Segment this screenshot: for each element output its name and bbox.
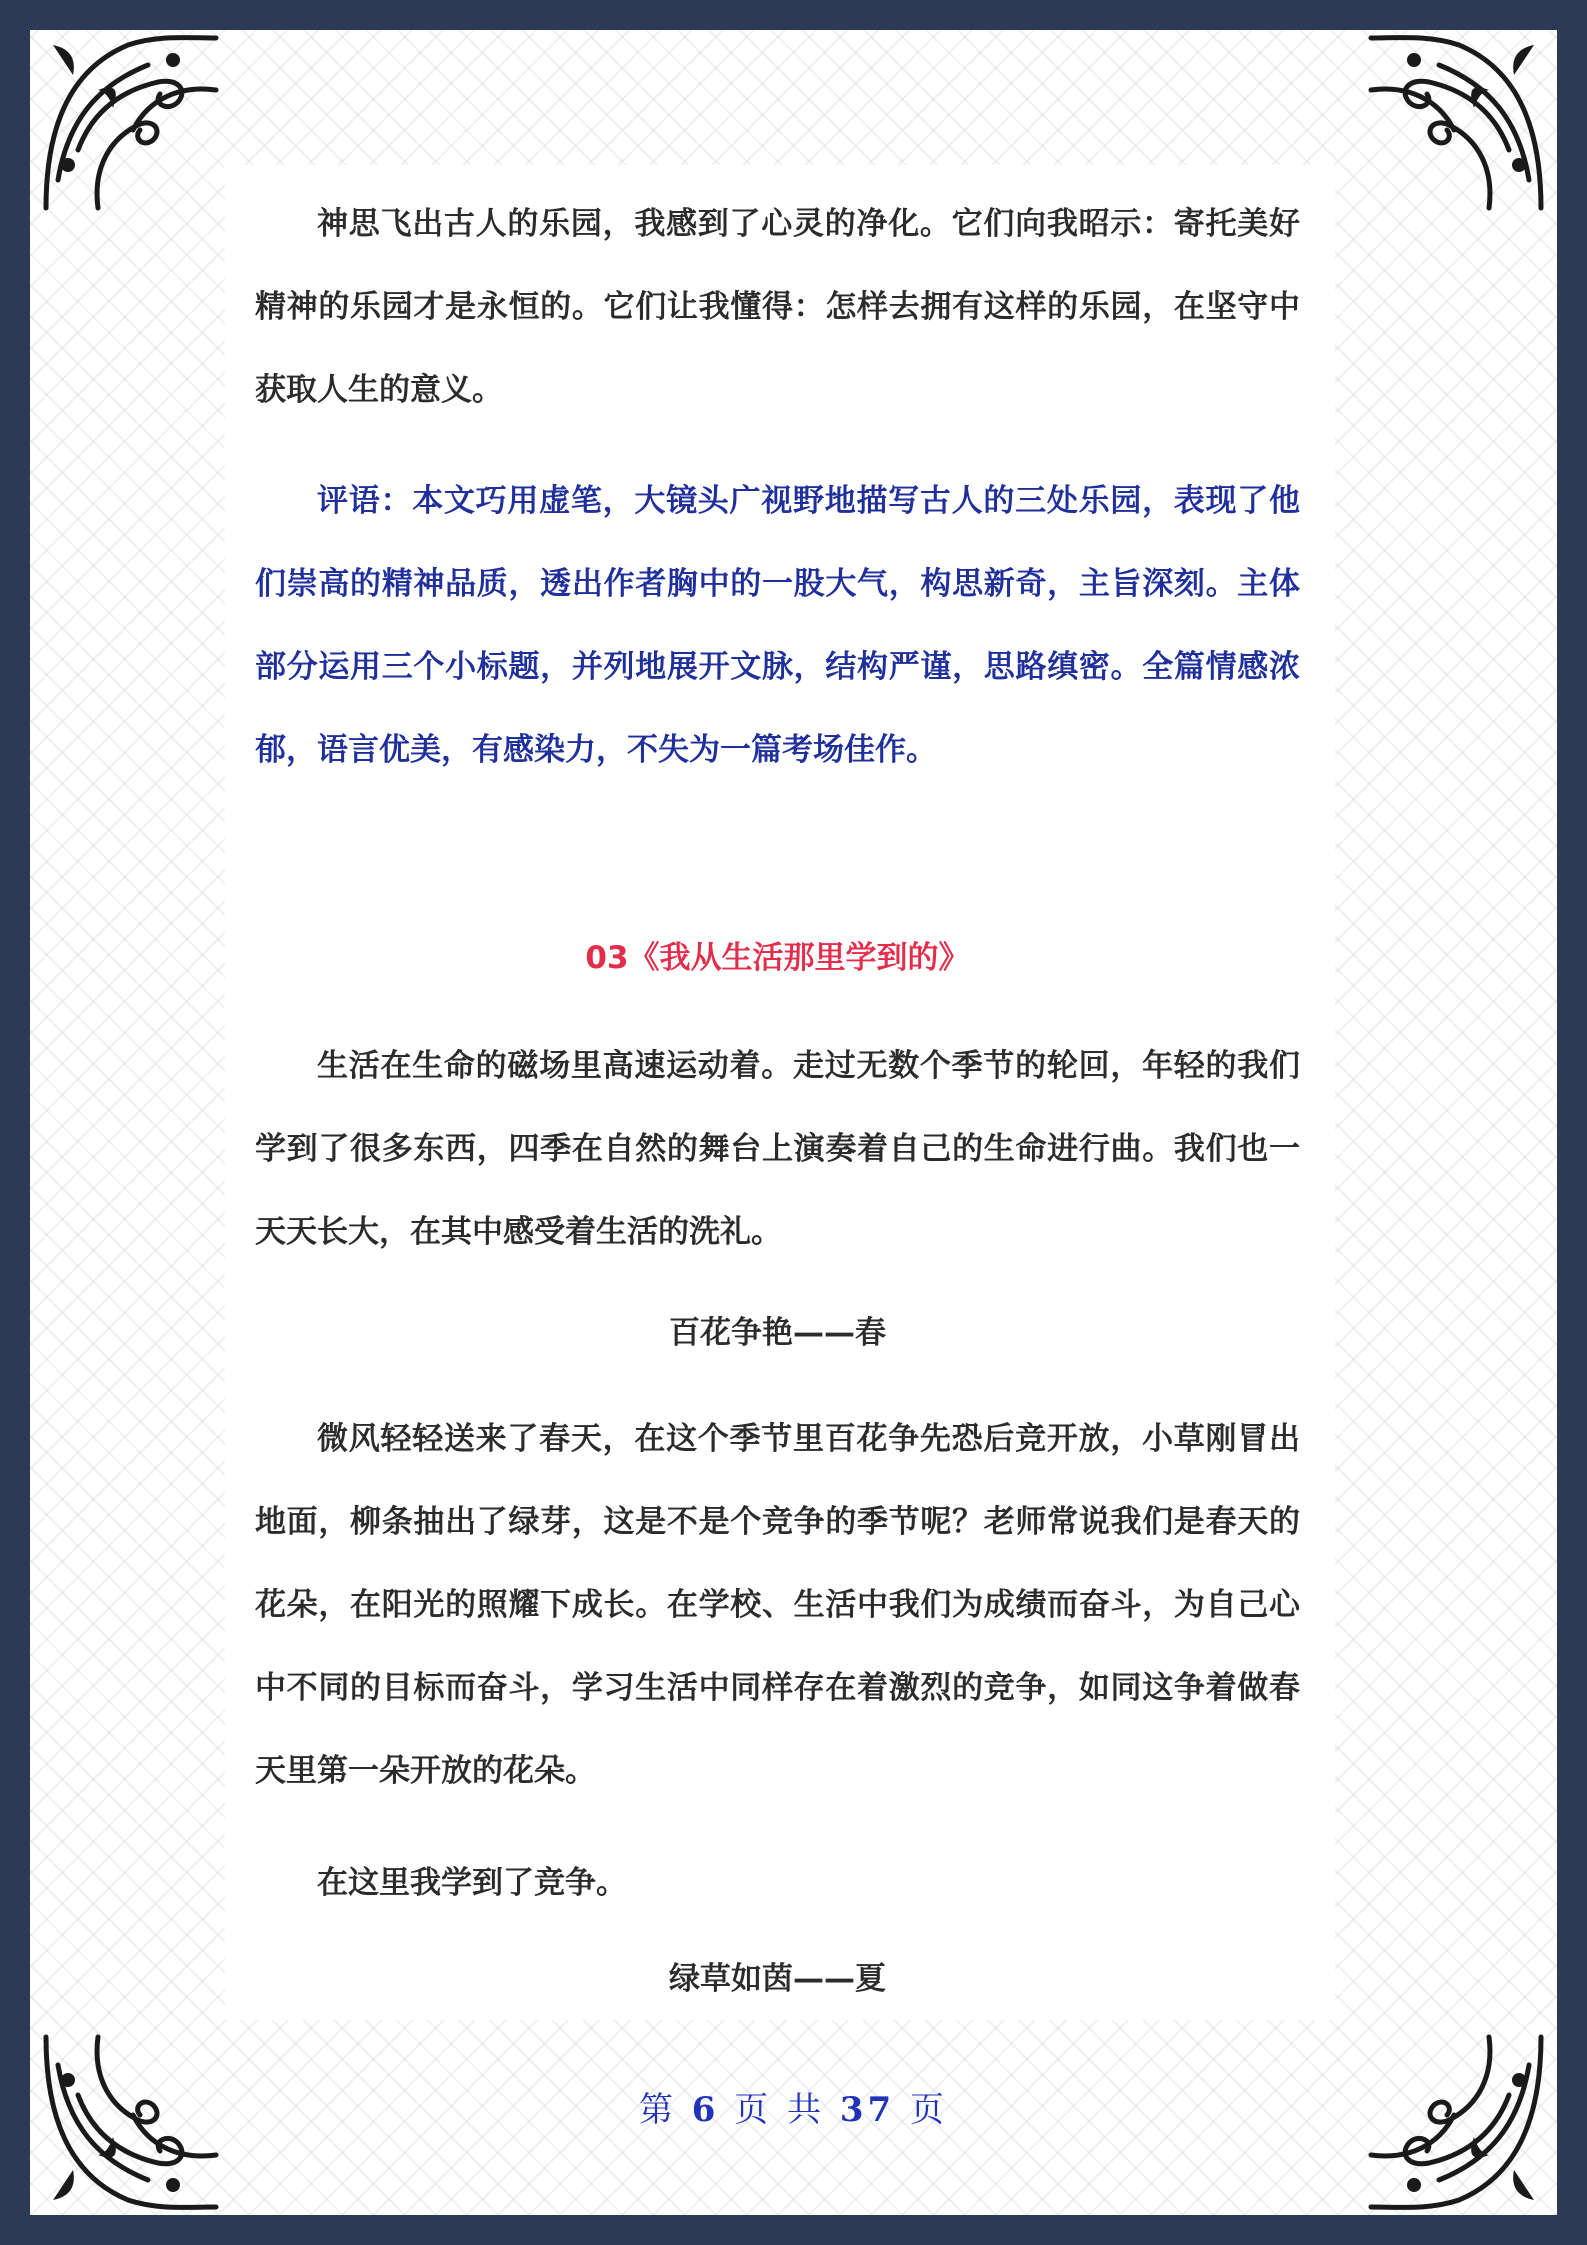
footer-suffix: 页 — [910, 2090, 949, 2130]
footer-total-pages: 37 — [839, 2090, 896, 2130]
footer-prefix: 第 — [638, 2090, 677, 2130]
footer-mid: 页 共 — [734, 2090, 826, 2130]
paragraph-conclusion: 神思飞出古人的乐园，我感到了心灵的净化。它们向我昭示：寄托美好精神的乐园才是永恒的。它们让我懂得：怎样去拥有这样的乐园，在坚守中获取人生的意义。 — [255, 206, 1300, 408]
paragraph-intro: 生活在生命的磁场里高速运动着。走过无数个季节的轮回，年轻的我们学到了很多东西，四季在自然的舞台上演奏着自己的生命进行曲。我们也一天天长大，在其中感受着生活的洗礼。 — [255, 1048, 1300, 1250]
page-footer — [0, 2082, 1587, 2131]
corner-ornament-icon — [38, 30, 223, 215]
footer-page-number: 6 — [691, 2090, 720, 2130]
section-title: 03《我从生活那里学到的》 — [585, 940, 970, 976]
paragraph-spring-lesson: 在这里我学到了竞争。 — [317, 1865, 627, 1901]
subtitle-summer: 绿草如茵——夏 — [669, 1961, 886, 1997]
corner-ornament-icon — [1364, 30, 1549, 215]
subtitle-spring: 百花争艳——春 — [669, 1315, 886, 1351]
paragraph-spring: 微风轻轻送来了春天，在这个季节里百花争先恐后竞开放，小草刚冒出地面，柳条抽出了绿芽，这是不是个竞争的季节呢？老师常说我们是春天的花朵，在阳光的照耀下成长。在学校、生活中我们为成绩而奋斗，为自己心中不同的目标而奋斗，学习生活中同样存在着激烈的竞争，如同这争着做春天里第一朵开放的花朵。 — [255, 1421, 1300, 1789]
content-area — [225, 165, 1335, 2020]
comment-paragraph: 评语：本文巧用虚笔，大镜头广视野地描写古人的三处乐园，表现了他们崇高的精神品质，透出作者胸中的一股大气，构思新奇，主旨深刻。主体部分运用三个小标题，并列地展开文脉，结构严谨，思路缜密。全篇情感浓郁，语言优美，有感染力，不失为一篇考场佳作。 — [255, 483, 1300, 768]
